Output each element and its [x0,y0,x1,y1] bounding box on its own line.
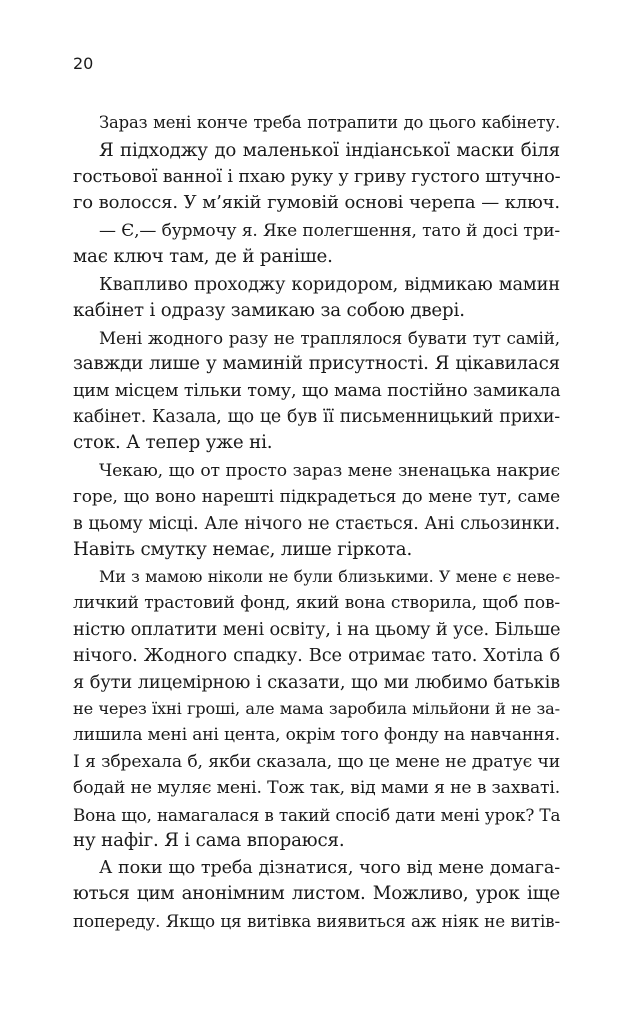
text-line: Мені жодного разу не траплялося бувати тут самій, [99,328,560,348]
text-line: сток. А тепер уже ні. [73,432,273,453]
text-line: гостьової ванної і пхаю руку у гриву густого штучно- [73,167,561,187]
text-line: Чекаю, що от просто зараз мене зненацька накриє [99,461,560,481]
text-line: ються цим анонімним листом. Можливо, урок іще [73,883,560,904]
page-number: 20 [73,54,94,73]
text-line: я бути лицемірною і сказати, що ми любимо батьків [73,672,560,693]
text-line: кабінет. Казала, що це був її письменницький прихи- [73,407,560,427]
text-line: Вона що, намагалася в такий спосіб дати мені урок? Та [73,805,561,825]
text-line: І я збрехала б, якби сказала, що це мене не дратує чи [73,752,560,772]
text-line: Я підходжу до маленької індіанської маски біля [99,140,560,161]
text-line: цим місцем тільки тому, що мама постійно замикала [73,381,561,401]
text-line: лишила мені ані цента, окрім того фонду на навчання. [73,725,561,745]
text-line: не через їхні гроші, але мама заробила мільйони й не за- [73,699,560,718]
text-line: ністю оплатити мені освіту, і на цьому й усе. Більше [73,619,561,640]
text-line: попереду. Якщо ця витівка виявиться аж ніяк не витів- [73,911,560,931]
text-line: ну нафіг. Я і сама впораюся. [73,830,345,851]
text-line: завжди лише у маминій присутності. Я цікавилася [73,353,560,374]
text-line: Зараз мені конче треба потрапити до цього кабінету. [99,113,560,132]
text-line: Ми з мамою ніколи не були близькими. У мене є неве- [99,567,560,586]
text-line: — Є,— бурмочу я. Яке полегшення, тато й досі три- [99,221,560,241]
text-line: Квапливо проходжу коридором, відмикаю мамин [99,274,560,295]
text-line: нічого. Жодного спадку. Все отримає тато. Хотіла б [73,645,560,666]
text-line: А поки що треба дізнатися, чого від мене домага- [99,858,560,878]
text-line: кабінет і одразу замикаю за собою двері. [73,300,465,321]
text-line: має ключ там, де й раніше. [73,246,333,267]
text-line: личкий трастовий фонд, який вона створила, щоб пов- [73,593,560,613]
text-line: в цьому місці. Але нічого не стається. Ані сльозинки. [73,514,560,534]
text-line: Навіть смутку немає, лише гіркота. [73,539,413,560]
text-line: го волосся. У м’якій гумовій основі черепа — ключ. [73,192,560,213]
text-line: горе, що воно нарешті підкрадеться до мене тут, саме [73,487,560,507]
text-line: бодай не муляє мені. Тож так, від мами я не в захваті. [73,778,561,798]
